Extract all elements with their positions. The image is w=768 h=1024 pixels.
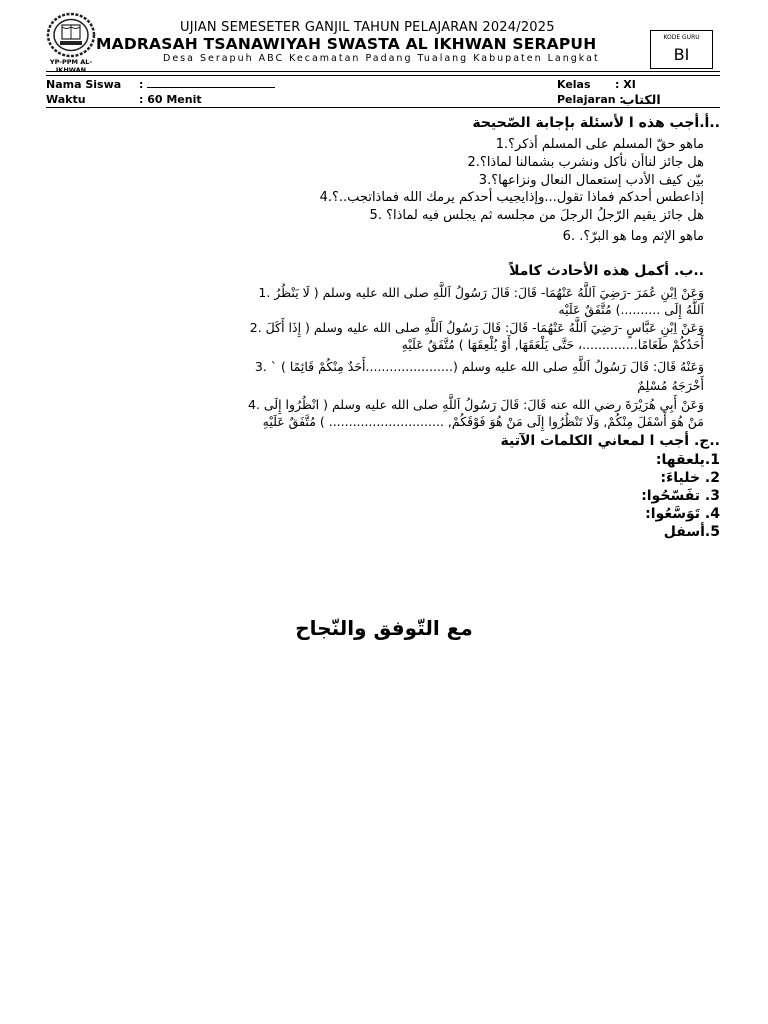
section-a-question: إذاعطس أحدكم فماذا تقول...وإذايجيب أحدكم يرمك الله فماذاتجب..؟.4 [319,190,704,205]
time-value: : 60 Menit [139,93,202,106]
school-address: Desa Serapuh ABC Kecamatan Padang Tualang Kabupaten Langkat [163,53,600,64]
section-a-question: ماهو الإثم وما هو البرّ؟. .6 [562,229,704,244]
teacher-code-label: KODE GURU [663,34,700,41]
school-name: MADRASAH TSANAWIYAH SWASTA AL IKHWAN SERAPUH [96,35,597,53]
vocab-item: 2. خلياءَ: [660,470,720,486]
hadith-line: وَعَنْ أَبِي هُرَيْرَةَ رضي الله عنه قَالَ: قَالَ رَسُولُ اَللَّهِ صلى الله عليه وسلم ( انْظُرُوا إِلَى .4 [247,397,704,412]
teacher-code-box [650,30,713,69]
student-name-colon: : [139,78,144,91]
time-label: Waktu [46,93,86,106]
section-b-title: ..ب. أكمل هذه الأحادث كاملاً [509,263,704,279]
exam-title: UJIAN SEMESETER GANJIL TAHUN PELAJARAN 2024/2025 [180,20,555,35]
section-a-question: هل جائز يقيم الرّجلُ الرجلَ من مجلسه ثم يجلس فيه لماذا؟ .5 [369,208,704,223]
header-divider-bottom [46,75,720,76]
class-value: : XI [615,78,636,91]
subject-label: Pelajaran : [557,93,624,106]
section-a-question: هل جائز لناأن نأكل ونشرب بشمالنا لماذا؟.2 [467,155,704,170]
subject-value: الكتاب [622,92,661,107]
vocab-item: 3. تفَسّحُوا: [641,488,720,504]
section-a-title: ..أ.أجب هذه ا لأسئلة بإجابة الصّحيحة [472,115,720,131]
hadith-line: أَحَدُكُمْ طَعَامًا..............، حَتَّى يَلْعَقَهَا, أَوْ يُلْعِقَهَا ) مُتَّفَقٌ عَلَيْهِ [401,337,704,352]
hadith-line: وَعَنْهُ قَالَ: قَالَ رَسُولُ اَللَّهِ صلى الله عليه وسلم (......................أَحَدٌ مِنْكُمْ قَائِمًا ) ` .3 [254,359,704,374]
logo-caption: YP-PPM AL-IKHWAN [49,58,93,74]
student-name-field[interactable] [139,78,275,91]
vocab-item: 4. تَوَسَّعُوا: [645,506,720,522]
student-name-blank[interactable] [147,78,275,88]
section-a-question: ماهو حقّ المسلم على المسلم أذكر؟.1 [495,137,704,152]
vocab-item: 1.يلعقها: [655,452,720,468]
hadith-line: وَعَنْ اِبْنِ عُمَرَ -رَضِيَ اَللَّهُ عَنْهُمَا- قَالَ: قَالَ رَسُولُ اَللَّهِ صلى الله عليه وسلم ( لَا يَنْظُرُ .1 [258,285,704,300]
hadith-line: وَعَنْ اِبْنِ عَبَّاسٍ -رَضِيَ اَللَّهُ عَنْهُمَا- قَالَ: قَالَ رَسُولُ اَللَّهِ صلى الله عليه وسلم ( إِذَا أَكَلَ .2 [249,320,704,335]
class-label: Kelas [557,78,591,91]
section-a-question: بيّن كيف الأدب إستعمال النعال ونزاعها؟.3 [478,173,704,188]
teacher-code-value: BI [673,45,690,64]
hadith-line: اَللَّهُ إِلَى ..........) مُتَّفَقٌ عَلَيْه [558,302,704,317]
section-c-title: ..ج. أجب ا لمعاني الكلمات الآتية [500,433,720,449]
header-divider-top [46,71,720,72]
info-divider [46,107,720,108]
student-name-label: Nama Siswa [46,78,122,91]
vocab-item: 5.أسفل [663,524,720,540]
hadith-line: مَنْ هُوَ أَسْفَلَ مِنْكُمْ, وَلَا تَنْظُرُوا إِلَى مَنْ هُوَ فَوْقَكُمْ, ............................. ) مُتَّفَقٌ عَلَيْهِ [262,414,704,429]
closing-wish: مع التّوفق والنّجاح [295,616,473,640]
school-logo [46,12,96,58]
hadith-line: أَخْرَجَهُ مُسْلِمٌ [637,378,704,393]
